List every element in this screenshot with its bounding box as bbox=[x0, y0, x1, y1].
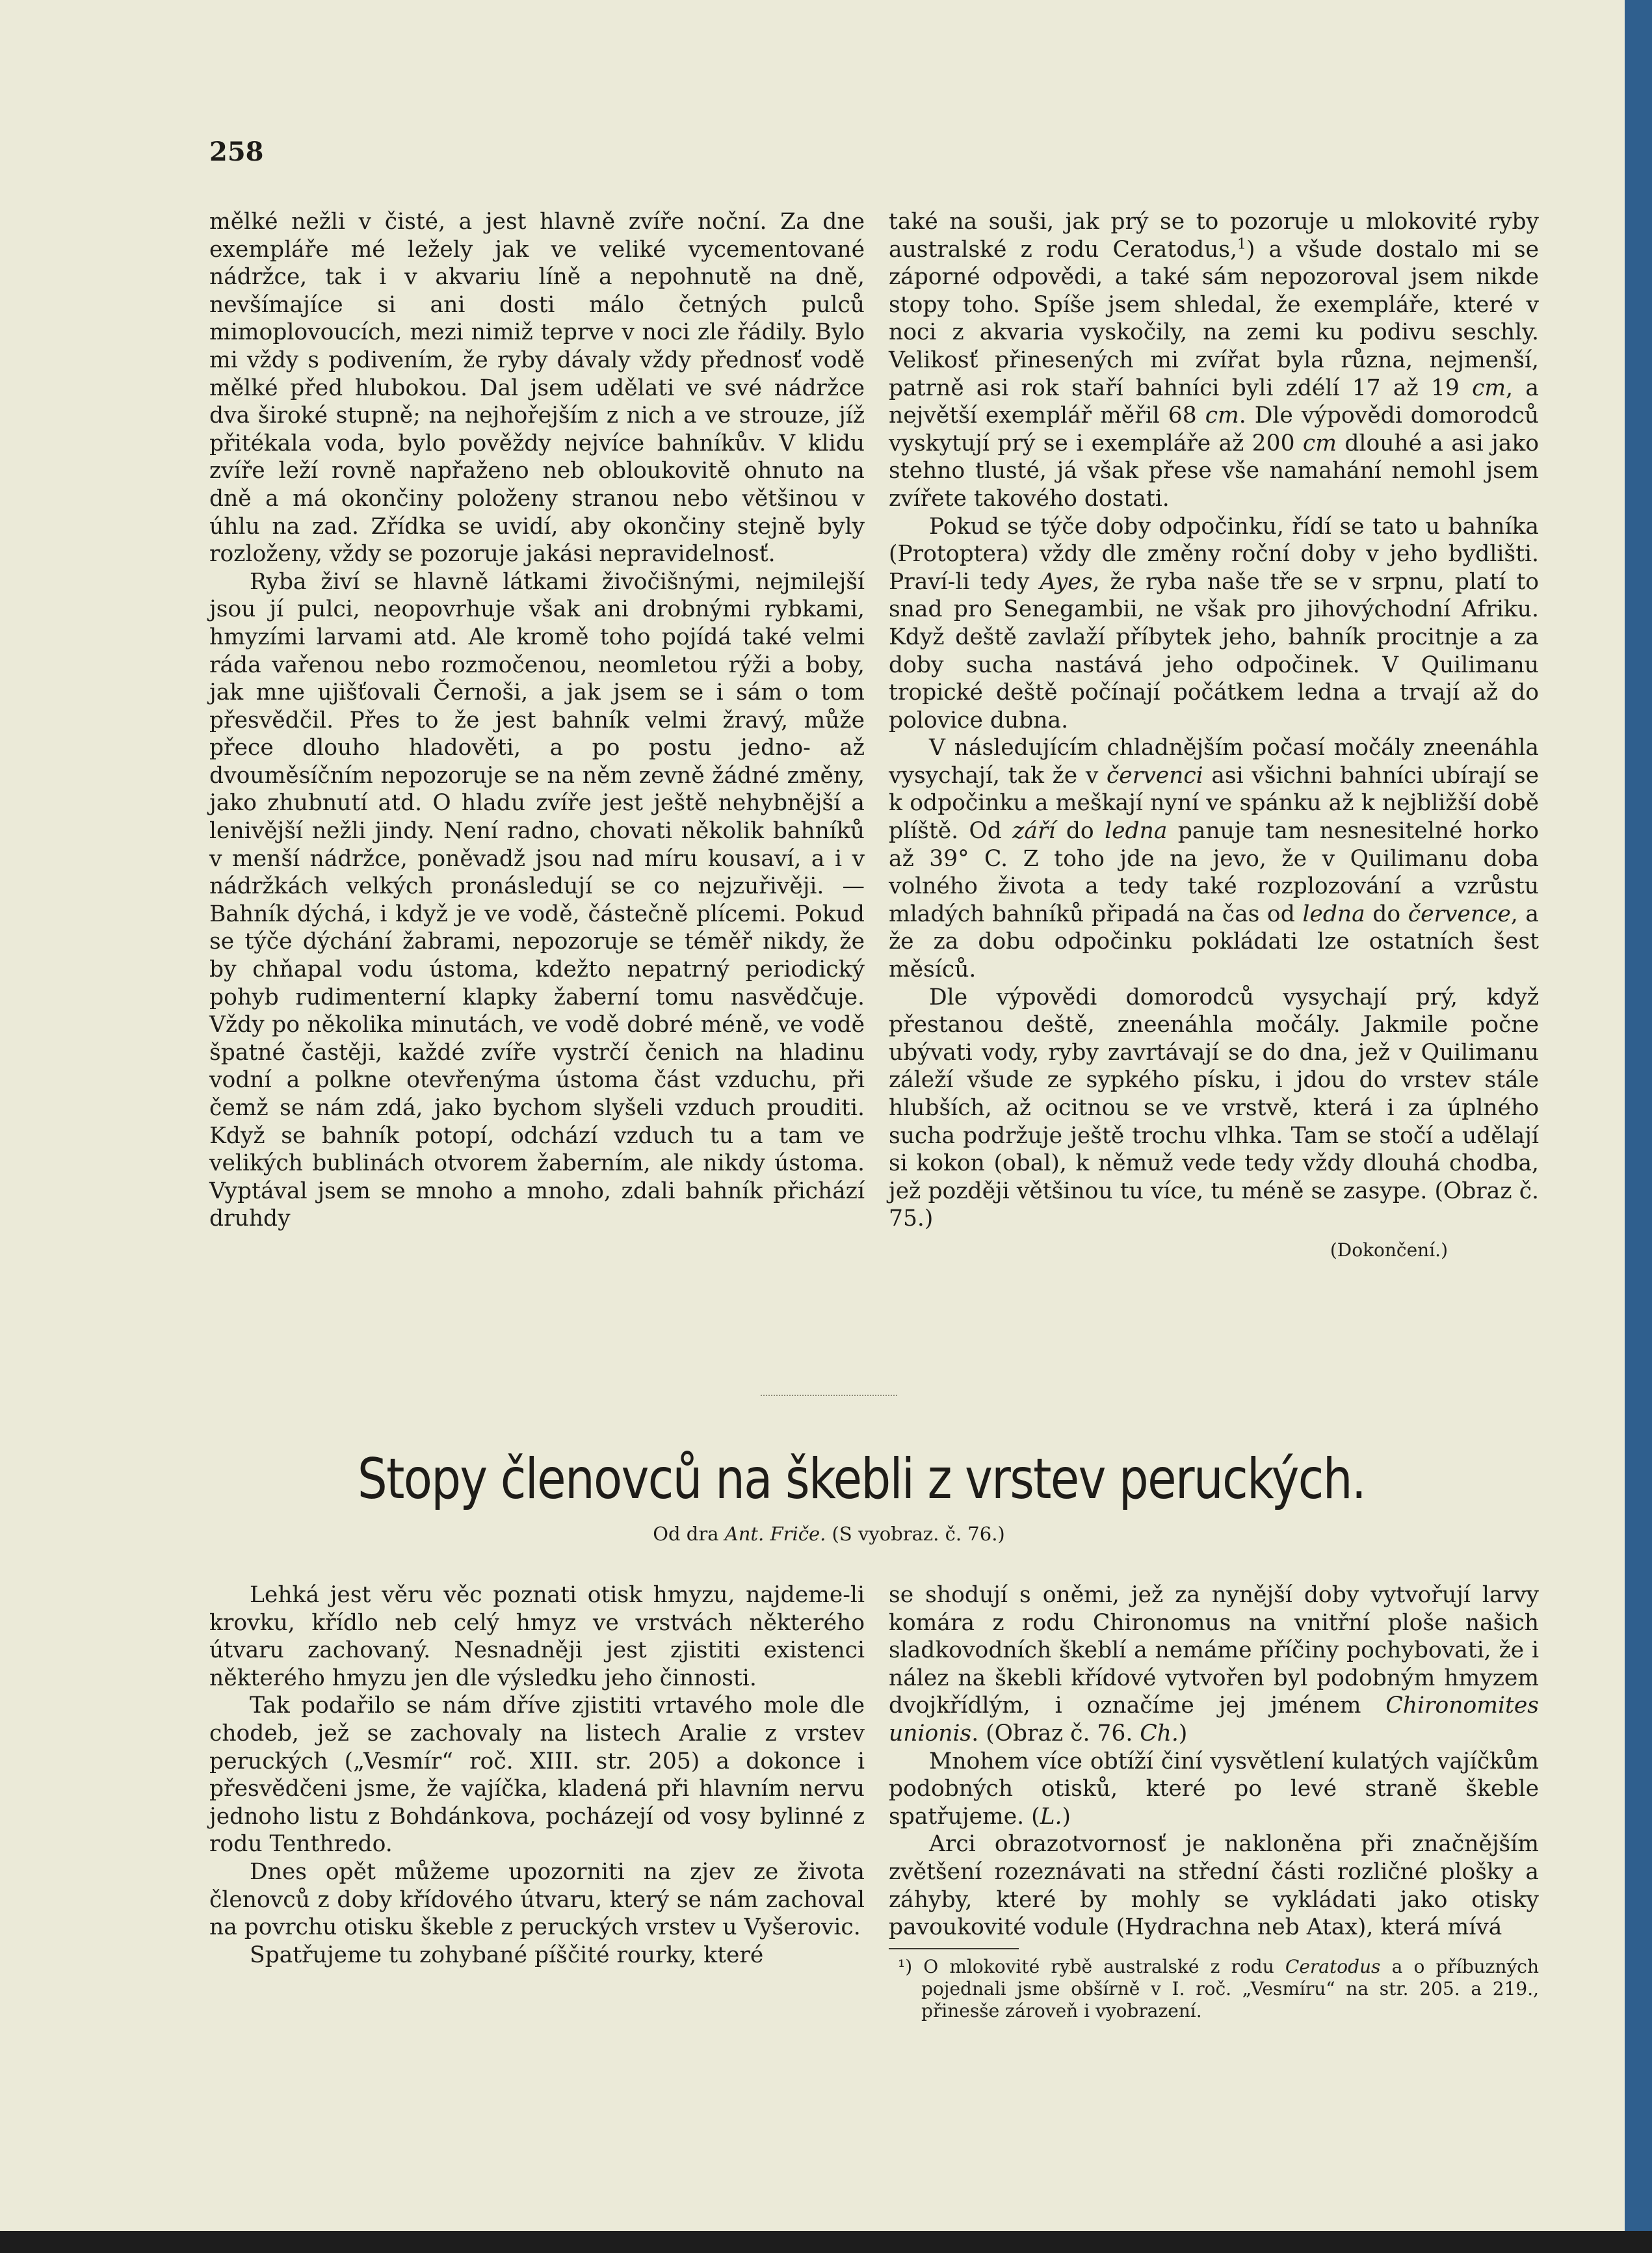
paragraph: Spatřujeme tu zohybané píščité rourky, které bbox=[250, 1942, 764, 1968]
paragraph: také na souši, jak prý se to pozoruje u mlokovité ryby australské z rodu Ceratodus,$^1$) a všude dostalo mi se záporné odpovědi, a také sám nepozoroval jsem nikde stopy toho. Spíše jsem shledal, že exempláře, které v noci z akvaria vyskočily, na zemi ku podivu seschly. Velikosť přinesených mi zvířat byla různa, nejmenší, patrně asi rok staří bahníci byli zdélí 17 až 19 cm, a největší exemplář měřil 68 cm. Dle výpovědi domorodců vyskytují prý se i exempláře až 200 cm dlouhé a asi jako stehno tlusté, já však přese vše namahání nemohl jsem zvířete takového dostati. bbox=[889, 209, 1539, 512]
scan-edge-bottom bbox=[0, 2231, 1652, 2253]
footnote-ref: 1 bbox=[1237, 236, 1246, 253]
section-separator bbox=[761, 1395, 897, 1396]
paragraph: Tak podařilo se nám dříve zjistiti vrtavého mole dle chodeb, jež se zachovaly na listech Aralie z vrstev peruckých („Vesmír“ roč. XIII. str. 205) a dokonce i přesvědčeni jsme, že vajíčka, kladená při hlavním nervu jednoho listu z Bohdánkova, pocházejí od vosy bylinné z rodu Tenthredo. bbox=[209, 1693, 865, 1858]
article1-column-right bbox=[889, 208, 1539, 1265]
author-name: Ant. Friče. bbox=[724, 1523, 826, 1545]
article2-column-right bbox=[889, 1581, 1539, 2022]
article1-column-left bbox=[209, 208, 865, 1233]
page-number: 258 bbox=[209, 137, 264, 167]
paragraph: Ryba živí se hlavně látkami živočišnými, nejmilejší jsou jí pulci, neopovrhuje však ani drobnými rybkami, hmyzími larvami atd. Ale kromě toho pojídá také velmi ráda vařenou nebo rozmočenou, neomletou rýži a boby, jak mne ujišťovali Černoši, a jak jsem se i sám o tom přesvědčil. Přes to že jest bahník velmi žravý, může přece dlouho hladověti, a po postu jedno- až dvouměsíčním nepozoruje se na něm zevně žádné změny, jako zhubnutí atd. O hladu zvíře jest ještě nehybnější a lenivější nežli jindy. Není radno, chovati několik bahníků v menší nádržce, poněvadž jsou nad míru kousaví, a i v nádržkách velkých pronásledují se co nejzuřivěji. — Bahník dýchá, i když je ve vodě, částečně plícemi. Pokud se týče dýchání žabrami, nepozoruje se téměř nikdy, že by chňapal vodu ústoma, kdežto nepatrný periodický pohyb rudimenterní klapky žaberní tomu nasvědčuje. Vždy po několika minutách, ve vodě dobré méně, ve vodě špatné častěji, každé zvíře vystrčí čenich na hladinu vodní a polkne otevřenýma ústoma část vzduchu, při čemž se nám zdá, jako bychom slyšeli vzduch prouditi. Když se bahník potopí, odchází vzduch tu a tam ve velikých bublinách otvorem žaberním, ale nikdy ústoma. Vyptával jsem se mnoho a mnoho, zdali bahník přichází druhdy bbox=[209, 568, 865, 1232]
paragraph: Lehká jest věru věc poznati otisk hmyzu, najdeme-li krovku, křídlo neb celý hmyz ve vrstvách některého útvaru zachovaný. Nesnadněji jest zjistiti existenci některého hmyzu jen dle výsledku jeho činnosti. bbox=[209, 1582, 865, 1691]
paragraph: Mnohem více obtíží činí vysvětlení kulatých vajíčkům podobných otisků, které po levé straně škeble spatřujeme. (L.) bbox=[889, 1748, 1539, 1830]
paragraph: Arci obrazotvornosť je nakloněna při značnějším zvětšení rozeznávati na střední části rozličné plošky a záhyby, které by mohly se vykládati jako otisky pavoukovité vodule (Hydrachna neb Atax), která mívá bbox=[889, 1831, 1539, 1941]
article2-column-left bbox=[209, 1581, 865, 1969]
article-title: Stopy členovců na škebli z vrstev peruckých. bbox=[357, 1447, 1366, 1512]
paragraph: V následujícím chladnějším počasí močály zneenáhla vysychají, tak že v červenci asi všichni bahníci ubírají se k odpočinku a meškají nyní ve spánku až k nejbližší době plíště. Od září do ledna panuje tam nesnesitelné horko až 39° C. Z toho jde na jevo, že v Quilimanu doba volného života a tedy také rozplozování a vzrůstu mladých bahníků připadá na čas od ledna do července, a že za dobu odpočinku pokládati lze ostatních šest měsíců. bbox=[889, 735, 1539, 983]
footnote-rule bbox=[889, 1948, 1019, 1949]
scan-edge-right bbox=[1625, 0, 1652, 2253]
byline: Od dra Ant. Friče. (S vyobraz. č. 76.) bbox=[653, 1523, 1005, 1545]
paragraph: Pokud se týče doby odpočinku, řídí se tato u bahníka (Protoptera) vždy dle změny roční doby v jeho bydlišti. Praví-li tedy Ayes, že ryba naše tře se v srpnu, platí to snad pro Senegambii, ne však pro jihovýchodní Afriku. Když deště zavlaží příbytek jeho, bahník procitnje a za doby sucha nastává jeho odpočinek. V Quilimanu tropické deště počínají počátkem ledna a trvají až do polovice dubna. bbox=[889, 513, 1539, 733]
footnote: ¹) O mlokovité rybě australské z rodu Ceratodus a o příbuzných pojednali jsme obšírně v I. roč. „Vesmíru“ na str. 205. a 219., přinesše zároveň i vyobrazení. bbox=[898, 1955, 1539, 2022]
paragraph: Dnes opět můžeme upozorniti na zjev ze života členovců z doby křídového útvaru, který se nám zachoval na povrchu otisku škeble z peruckých vrstev u Vyšerovic. bbox=[209, 1858, 865, 1941]
continued-mark: (Dokončení.) bbox=[1330, 1239, 1448, 1261]
paragraph: Dle výpovědi domorodců vysychají prý, když přestanou deště, zneenáhla močály. Jakmile počne ubývati vody, ryby zavrtávají se do dna, jež v Quilimanu záleží všude ze sypkého písku, i jdou do vrstev stále hlubších, až ocitnou se ve vrstvě, která i za úplného sucha podržuje ještě trochu vlhka. Tam se stočí a udělají si kokon (obal), k němuž vede tedy vždy dlouhá chodba, jež později většinou tu více, tu méně se zasype. (Obraz č. 75.) bbox=[889, 984, 1539, 1232]
paragraph: mělké nežli v čisté, a jest hlavně zvíře noční. Za dne exempláře mé ležely jak ve veliké vycementované nádržce, tak i v akvariu líně a nepohnutě na dně, nevšímajíce si ani dosti málo četných pulců mimoplovoucích, mezi nimiž teprve v noci zle řádily. Bylo mi vždy s podivením, že ryby dávaly vždy přednosť vodě mělké před hlubokou. Dal jsem udělati ve své nádržce dva široké stupně; na nejhořejším z nich a ve strouze, jíž přitékala voda, bylo pověždy nejvíce bahníkův. V klidu zvíře leží rovně napřaženo neb obloukovitě ohnuto na dně a má okončiny položeny stranou nebo většinou v úhlu na zad. Zřídka se uvidí, aby okončiny stejně byly rozloženy, vždy se pozoruje jakási nepravidelnosť. bbox=[209, 209, 865, 568]
paragraph: se shodují s oněmi, jež za nynější doby vytvořují larvy komára z rodu Chironomus na vnitřní ploše našich sladkovodních škeblí a nemáme příčiny pochybovati, že i nález na škebli křídové vytvořen byl podobným hmyzem dvojkřídlým, i označíme jej jménem Chironomites unionis. (Obraz č. 76. Ch.) bbox=[889, 1582, 1539, 1746]
